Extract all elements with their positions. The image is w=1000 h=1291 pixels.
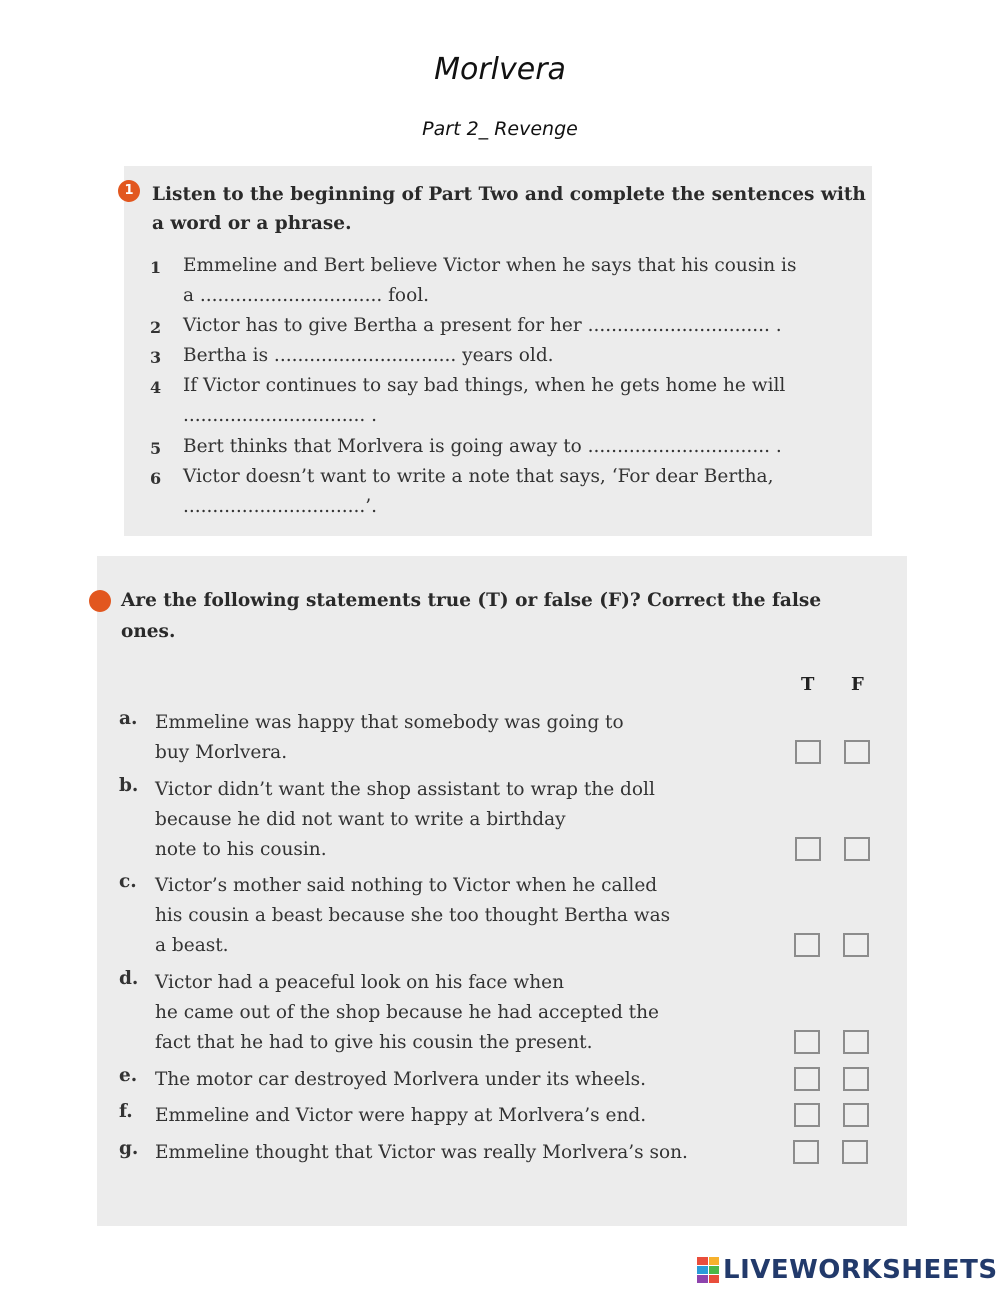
statement-line: note to his cousin. xyxy=(155,839,327,860)
true-checkbox[interactable] xyxy=(794,1067,820,1091)
page-subtitle: Part 2_ Revenge xyxy=(422,118,578,140)
statement-letter: d. xyxy=(119,968,139,989)
true-checkbox[interactable] xyxy=(795,837,821,861)
exercise1-panel xyxy=(124,166,872,536)
item-text: If Victor continues to say bad things, when he gets home he will xyxy=(183,375,786,396)
liveworksheets-brand[interactable] xyxy=(697,1255,998,1285)
true-column-header: T xyxy=(801,674,815,695)
statement-line: a beast. xyxy=(155,935,229,956)
item-text: Victor doesn’t want to write a note that says, ‘For dear Bertha, xyxy=(183,466,774,487)
item-text-blank[interactable]: a ............................... fool. xyxy=(183,285,430,306)
item-text-blank[interactable]: Bertha is ............................... years old. xyxy=(183,345,554,366)
exercise2-instruction-line1: Are the following statements true (T) or false (F)? Correct the false xyxy=(121,590,822,611)
statement-letter: b. xyxy=(119,775,139,796)
statement-line: Emmeline and Victor were happy at Morlvera’s end. xyxy=(155,1105,647,1126)
item-text-blank[interactable]: Victor has to give Bertha a present for her ............................... . xyxy=(183,315,782,336)
statement-line: he came out of the shop because he had accepted the xyxy=(155,1002,659,1023)
exercise2-badge xyxy=(89,590,111,612)
false-checkbox[interactable] xyxy=(843,1103,869,1127)
false-checkbox[interactable] xyxy=(844,740,870,764)
false-checkbox[interactable] xyxy=(843,1067,869,1091)
item-number: 5 xyxy=(150,439,162,458)
statement-line: Victor didn’t want the shop assistant to wrap the doll xyxy=(155,779,655,800)
item-number: 1 xyxy=(150,258,162,277)
statement-letter: g. xyxy=(119,1138,139,1159)
exercise1-number-badge: 1 xyxy=(118,180,140,202)
true-checkbox[interactable] xyxy=(794,1103,820,1127)
item-number: 4 xyxy=(150,378,162,397)
item-number: 2 xyxy=(150,318,162,337)
item-number: 6 xyxy=(150,469,162,488)
exercise2-panel xyxy=(97,556,907,1226)
item-text-blank[interactable]: ............................... . xyxy=(183,405,378,426)
item-text-blank[interactable]: Bert thinks that Morlvera is going away to ............................... . xyxy=(183,436,782,457)
statement-line: fact that he had to give his cousin the present. xyxy=(155,1032,593,1053)
item-text: Emmeline and Bert believe Victor when he says that his cousin is xyxy=(183,255,797,276)
statement-line: Victor had a peaceful look on his face when xyxy=(155,972,564,993)
true-checkbox[interactable] xyxy=(795,740,821,764)
liveworksheets-logo-icon xyxy=(697,1257,719,1283)
page-title: Morlvera xyxy=(434,52,566,87)
false-column-header: F xyxy=(851,674,864,695)
statement-line: Emmeline thought that Victor was really Morlvera’s son. xyxy=(155,1142,688,1163)
item-number: 3 xyxy=(150,348,162,367)
statement-line: buy Morlvera. xyxy=(155,742,288,763)
true-checkbox[interactable] xyxy=(793,1140,819,1164)
false-checkbox[interactable] xyxy=(843,933,869,957)
statement-letter: f. xyxy=(119,1101,133,1122)
item-text-blank[interactable]: ...............................’. xyxy=(183,496,378,517)
statement-line: The motor car destroyed Morlvera under its wheels. xyxy=(155,1069,646,1090)
false-checkbox[interactable] xyxy=(844,837,870,861)
statement-line: because he did not want to write a birthday xyxy=(155,809,566,830)
exercise1-instruction-line2: a word or a phrase. xyxy=(152,213,352,234)
true-checkbox[interactable] xyxy=(794,933,820,957)
exercise2-instruction-line2: ones. xyxy=(121,621,176,642)
false-checkbox[interactable] xyxy=(843,1030,869,1054)
statement-line: his cousin a beast because she too thought Bertha was xyxy=(155,905,671,926)
statement-letter: c. xyxy=(119,871,137,892)
brand-name: LIVEWORKSHEETS xyxy=(723,1255,998,1285)
true-checkbox[interactable] xyxy=(794,1030,820,1054)
statement-line: Victor’s mother said nothing to Victor when he called xyxy=(155,875,658,896)
statement-letter: a. xyxy=(119,708,138,729)
exercise1-instruction-line1: Listen to the beginning of Part Two and complete the sentences with xyxy=(152,184,866,205)
statement-line: Emmeline was happy that somebody was going to xyxy=(155,712,624,733)
false-checkbox[interactable] xyxy=(842,1140,868,1164)
statement-letter: e. xyxy=(119,1065,138,1086)
